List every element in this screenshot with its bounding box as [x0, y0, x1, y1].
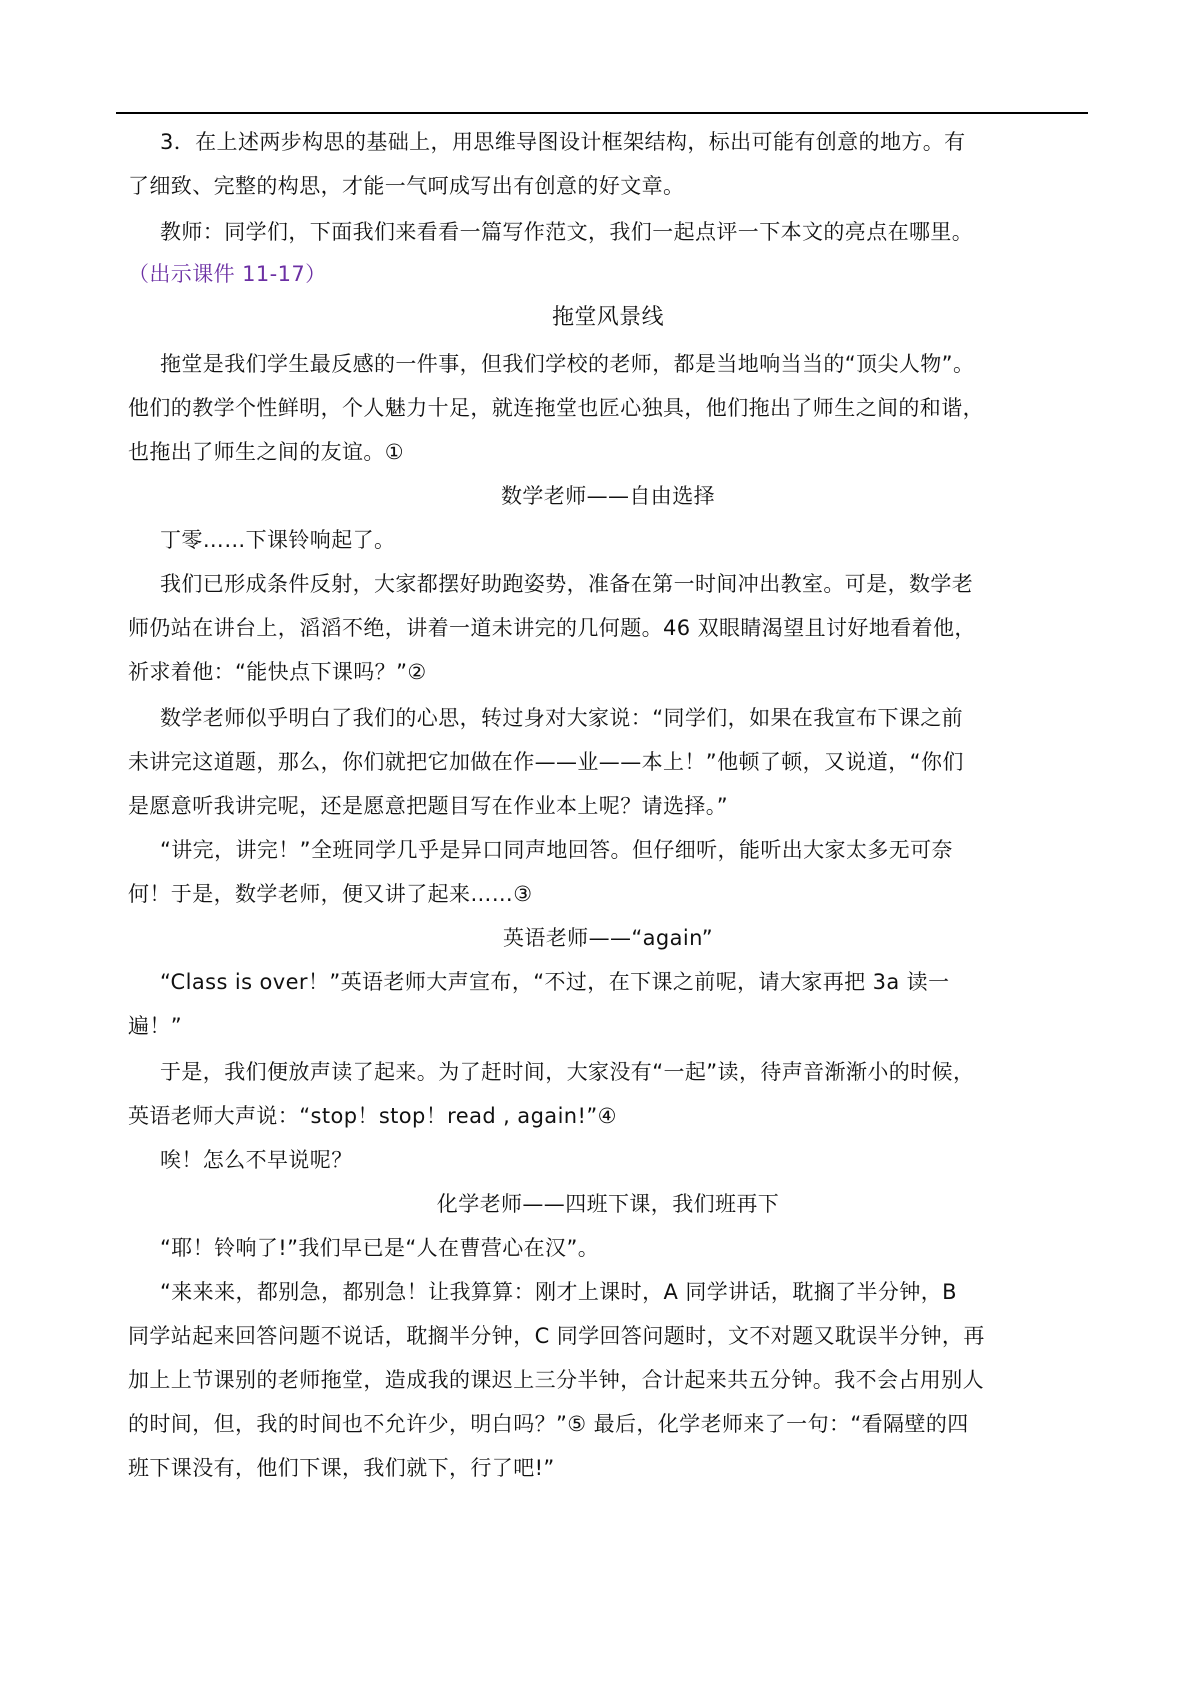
paragraph-line: 同学站起来回答问题不说话，耽搁半分钟，C 同学回答问题时，文不对题又耽误半分钟，再 [128, 1324, 985, 1348]
section-heading-english: 英语老师——“again” [502, 926, 714, 950]
paragraph-line: 丁零……下课铃响起了。 [160, 528, 396, 552]
paragraph-line: 唉！怎么不早说呢？ [160, 1148, 353, 1172]
paragraph-line: “Class is over！”英语老师大声宣布，“不过，在下课之前呢，请大家再把 3a 读一 [160, 970, 950, 994]
paragraph-line: 拖堂是我们学生最反感的一件事，但我们学校的老师，都是当地响当当的“顶尖人物”。 [160, 352, 975, 376]
courseware-note: （出示课件 11-17） [128, 262, 327, 286]
paragraph-line: 英语老师大声说：“stop！stop！read , again!”④ [128, 1104, 617, 1128]
paragraph-line: 遍！” [128, 1014, 183, 1038]
paragraph-line: 他们的教学个性鲜明，个人魅力十足，就连拖堂也匠心独具，他们拖出了师生之间的和谐， [128, 396, 984, 420]
paragraph-line: 班下课没有，他们下课，我们就下，行了吧!” [128, 1456, 555, 1480]
section-heading-math: 数学老师——自由选择 [501, 484, 715, 508]
essay-title: 拖堂风景线 [551, 305, 664, 330]
paragraph-line: 我们已形成条件反射，大家都摆好助跑姿势，准备在第一时间冲出教室。可是，数学老 [160, 572, 974, 596]
paragraph-line: 加上上节课别的老师拖堂，造成我的课迟上三分半钟，合计起来共五分钟。我不会占用别人 [128, 1368, 984, 1392]
paragraph-line: 何！于是，数学老师，便又讲了起来……③ [128, 882, 533, 906]
paragraph-line: 的时间，但，我的时间也不允许少，明白吗？”⑤ 最后，化学老师来了一句：“看隔壁的四 [128, 1412, 969, 1436]
paragraph-line: 未讲完这道题，那么，你们就把它加做在作——业——本上！”他顿了顿，又说道，“你们 [128, 750, 964, 774]
header-rule [116, 112, 1088, 114]
paragraph-line: 也拖出了师生之间的友谊。① [128, 440, 405, 464]
paragraph-line: 是愿意听我讲完呢，还是愿意把题目写在作业本上呢？请选择。” [128, 794, 728, 818]
paragraph-line: “讲完，讲完！”全班同学几乎是异口同声地回答。但仔细听，能听出大家太多无可奈 [160, 838, 953, 862]
paragraph-line: 数学老师似乎明白了我们的心思，转过身对大家说：“同学们，如果在我宣布下课之前 [160, 706, 964, 730]
paragraph-line: 3．在上述两步构思的基础上，用思维导图设计框架结构，标出可能有创意的地方。有 [160, 130, 966, 154]
paragraph-line: 了细致、完整的构思，才能一气呵成写出有创意的好文章。 [128, 174, 685, 198]
paragraph-line: “耶！铃响了!”我们早已是“人在曹营心在汉”。 [160, 1236, 600, 1260]
paragraph-line: 于是，我们便放声读了起来。为了赶时间，大家没有“一起”读，待声音渐渐小的时候， [160, 1060, 975, 1084]
paragraph-line: 师仍站在讲台上，滔滔不绝，讲着一道未讲完的几何题。46 双眼睛渴望且讨好地看着他， [128, 616, 976, 640]
paragraph-line: “来来来，都别急，都别急！让我算算：刚才上课时，A 同学讲话，耽搁了半分钟，B [160, 1280, 957, 1304]
paragraph-line: 祈求着他：“能快点下课吗？”② [128, 660, 427, 684]
paragraph-line: 教师：同学们，下面我们来看看一篇写作范文，我们一起点评一下本文的亮点在哪里。 [160, 220, 974, 244]
section-heading-chemistry: 化学老师——四班下课，我们班再下 [436, 1192, 780, 1216]
